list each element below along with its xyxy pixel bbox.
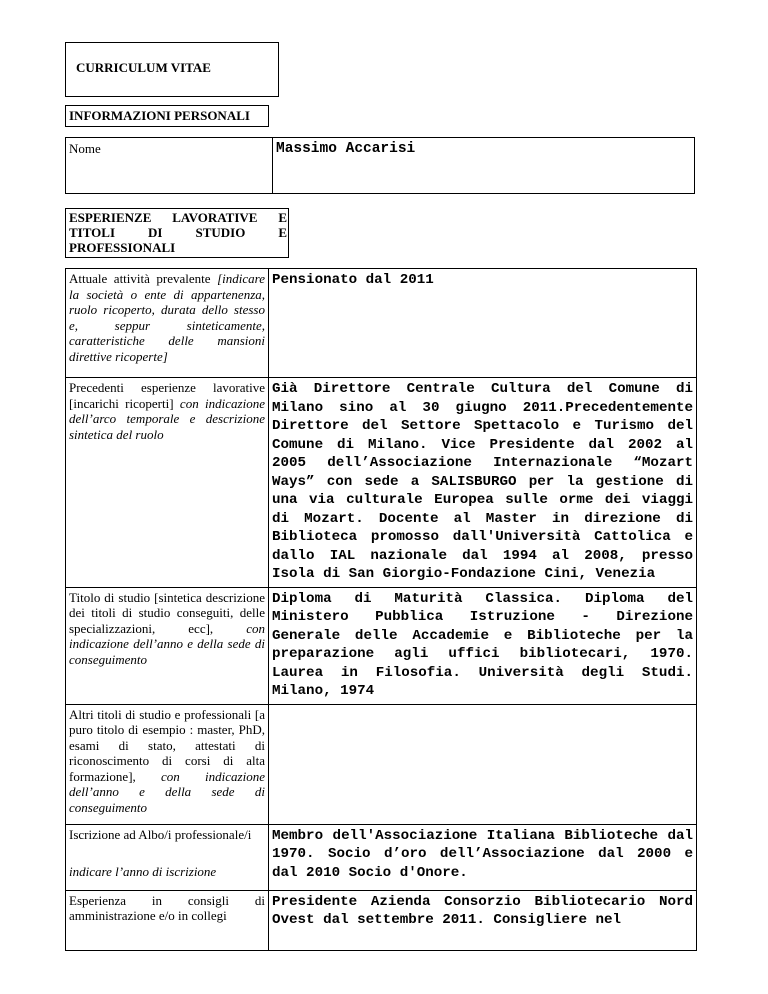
table-row [66, 378, 697, 588]
label-italic: indicare l’anno di iscrizione [69, 864, 217, 879]
table-row [66, 269, 697, 378]
label-italic: [indicare la società o ente di appartenenza, ruolo ricoperto, durata dello stesso e, seppur sinteticamente, caratteristiche delle mansioni direttive ricoperte] [69, 271, 265, 364]
personal-info-heading: INFORMAZIONI PERSONALI [69, 108, 250, 123]
personal-info-heading-box [65, 105, 269, 127]
label-plain: Altri titoli di studio e professionali [a puro titolo di esempio : master, PhD, esami di stato, attestati di riconoscimento di corsi di alta formazione], [69, 706, 265, 784]
experience-table [65, 268, 697, 951]
label-plain: Esperienza in consigli di amministrazione e/o in collegi [69, 892, 265, 923]
label-italic: con indicazione dell’arco temporale e descrizione sintetica del ruolo [69, 395, 265, 442]
table-row [66, 890, 697, 950]
row-label-current-activity [66, 269, 269, 378]
table-row [66, 824, 697, 890]
name-label: Nome [69, 141, 101, 156]
name-row-divider [272, 137, 273, 194]
cv-title: CURRICULUM VITAE [76, 60, 211, 75]
label-plain: Attuale attività prevalente [69, 271, 211, 286]
label-italic: con indicazione dell’anno e della sede di conseguimento [69, 768, 265, 815]
experience-heading: ESPERIENZE LAVORATIVE E TITOLI DI STUDIO E PROFESSIONALI [69, 210, 287, 255]
row-value-boards: Presidente Azienda Consorzio Bibliotecario Nord Ovest dal settembre 2011. Consigliere nel [269, 890, 697, 950]
row-value-previous-experience: Già Direttore Centrale Cultura del Comune di Milano sino al 30 giugno 2011.Precedentemente Direttore del Settore Spettacolo e Turismo del Comune di Milano. Vice Presidente dal 2002 al 2005 dell’Associazione Internazionale “Mozart Ways” con sede a SALISBURGO per la gestione di una via culturale Europea sulle orme dei viaggi di Mozart. Docente al Master in direzione di Biblioteca promosso dall'Università Cattolica e dallo IAL nazionale dal 1994 al 2008, presso Isola di San Giorgio-Fondazione Cini, Venezia [269, 378, 697, 588]
label-plain: Iscrizione ad Albo/i professionale/i [69, 826, 252, 842]
table-row [66, 704, 697, 824]
name-value: Massimo Accarisi [276, 141, 416, 157]
row-value-current-activity: Pensionato dal 2011 [269, 269, 697, 378]
row-value-other-titles [269, 704, 697, 824]
row-label-boards [66, 890, 269, 950]
label-plain: Titolo di studio [sintetica descrizione dei titoli di studio conseguiti, delle specializzazioni, ecc], [69, 589, 265, 636]
experience-heading-box [65, 208, 289, 258]
row-value-registration: Membro dell'Associazione Italiana Biblioteche dal 1970. Socio d’oro dell’Associazione dal 2000 e dal 2010 Socio d'Onore. [269, 824, 697, 890]
row-label-previous-experience [66, 378, 269, 588]
table-row [66, 587, 697, 704]
row-value-education: Diploma di Maturità Classica. Diploma del Ministero Pubblica Istruzione - Direzione Generale delle Accademie e Biblioteche per la preparazione agli uffici bibliotecari, 1970. Laurea in Filosofia. Università degli Studi. Milano, 1974 [269, 587, 697, 704]
row-label-education [66, 587, 269, 704]
row-label-other-titles [66, 704, 269, 824]
row-label-registration [66, 824, 269, 890]
cv-title-box [65, 42, 279, 97]
label-plain: Precedenti esperienze lavorative [incarichi ricoperti] [69, 380, 265, 411]
label-italic: con indicazione dell’anno e della sede di conseguimento [69, 620, 265, 667]
